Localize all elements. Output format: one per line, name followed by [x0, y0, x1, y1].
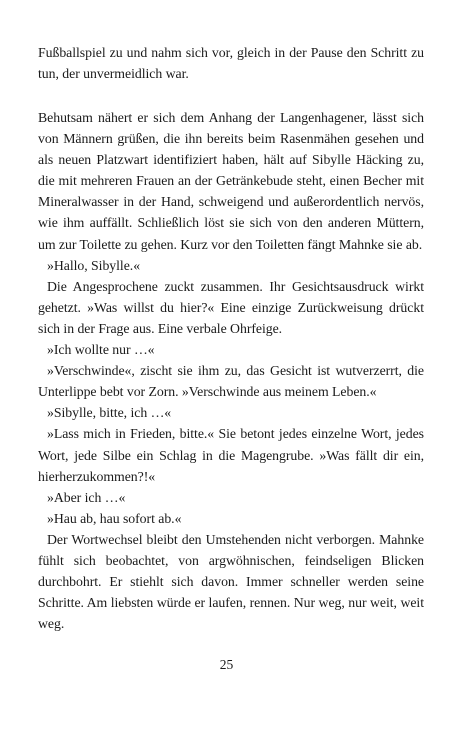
- paragraph-main: Behutsam nähert er sich dem Anhang der Langenhagener, lässt sich von Männern grüßen, die ihn bereits beim Rasenmähen gesehen und als neuen Platzwart identifiziert haben, hält auf Sibylle Häcking zu, die mit mehreren Frauen an der Getränkebude steht, einen Becher mit Mineralwasser in der Hand, schweigend und außerordentlich nervös, wie ihm auffällt. Schließlich löst sie sich von den anderen Müttern, um zur Toilette zu gehen. Kurz vor den Toiletten fängt Mahnke sie ab.: [38, 110, 424, 252]
- dialogue-line: »Hallo, Sibylle.«: [47, 257, 141, 273]
- dialogue-line: »Ich wollte nur …«: [47, 342, 155, 358]
- dialogue-line: »Hau ab, hau sofort ab.«: [47, 510, 182, 526]
- paragraph-top: Fußballspiel zu und nahm sich vor, gleich in der Pause den Schritt zu tun, der unvermeidlich war.: [38, 45, 424, 82]
- page-number: 25: [219, 657, 234, 672]
- dialogue-line: »Sibylle, bitte, ich …«: [47, 405, 172, 421]
- text-block-main: [38, 107, 424, 634]
- text-block-top: [38, 42, 424, 84]
- dialogue-line: »Lass mich in Frieden, bitte.« Sie betont jedes einzelne Wort, jedes Wort, jede Silbe ein Schlag in die Magengrube. »Was fällt dir ein, hierherzukommen?!«: [38, 426, 424, 484]
- dialogue-line: »Verschwinde«, zischt sie ihm zu, das Gesicht ist wutverzerrt, die Unterlippe bebt vor Zorn. »Verschwinde aus meinem Leben.«: [38, 363, 424, 400]
- paragraph: Der Wortwechsel bleibt den Umstehenden nicht verborgen. Mahnke fühlt sich beobachtet, von argwöhnischen, feindseligen Blicken durchbohrt. Er stiehlt sich davon. Immer schneller werden seine Schritte. Am liebsten würde er laufen, rennen. Nur weg, nur weit, weit weg.: [38, 531, 424, 632]
- dialogue-line: »Aber ich …«: [47, 489, 126, 505]
- paragraph: Die Angesprochene zuckt zusammen. Ihr Gesichtsausdruck wirkt gehetzt. »Was willst du hier?« Eine einzige Zurückweisung drückt sich in der Frage aus. Eine verbale Ohrfeige.: [38, 278, 424, 336]
